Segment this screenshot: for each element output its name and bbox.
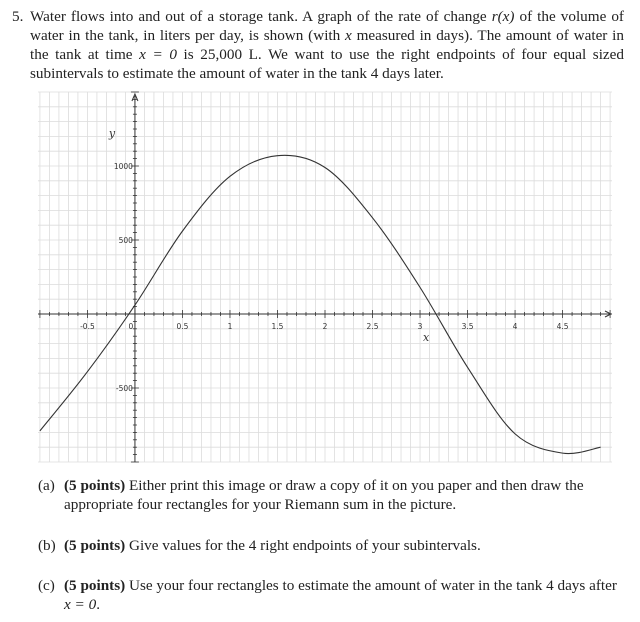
part-c-text: Use your four rectangles to estimate the amount of water in the tank 4 days after	[125, 577, 617, 594]
x-tick-label: -0.5	[80, 322, 95, 331]
y-axis-label: y	[108, 127, 116, 140]
x-tick-label: 4.5	[556, 322, 569, 331]
part-b	[38, 536, 622, 555]
x-tick-label: 3.5	[461, 322, 474, 331]
part-a-label: (a)	[38, 477, 55, 494]
question-number: 5.	[12, 8, 24, 25]
part-c: (c) (5 points) Use your four rectangles to estimate the amount of water in the tank 4 days after x = 0.	[38, 577, 617, 613]
x-tick-label: 0.5	[176, 322, 189, 331]
part-c-math: x = 0	[64, 596, 97, 613]
x-tick-label: 2.5	[366, 322, 379, 331]
x-axis-label: x	[423, 331, 430, 344]
rate-function: r(x)	[491, 8, 515, 25]
initial-condition: x = 0	[139, 46, 177, 63]
question-statement	[12, 7, 624, 83]
part-b-points: (5 points)	[64, 537, 126, 554]
question-text: Water flows into and out of a storage tank. A graph of the rate of change r(x) of the volume of water in the tank, in liters per day, is shown (with x measured in days). The amount of water in the tank at time x = 0 is 25,000 L. We want to use the right endpoints of four equal sized subintervals to estimate the amount of water in the tank 4 days later.	[30, 8, 624, 82]
part-b-label: (b)	[38, 537, 56, 554]
y-tick-label: 1000	[113, 162, 133, 171]
x-tick-label: 3	[417, 322, 423, 331]
variable-x: x	[345, 27, 352, 44]
y-tick-label: 500	[118, 236, 133, 245]
y-tick-label: -500	[115, 384, 133, 393]
part-c-points: (5 points)	[64, 577, 126, 594]
rate-graph	[30, 90, 615, 468]
grid	[38, 92, 612, 462]
part-c-label: (c)	[38, 577, 55, 594]
part-a-points: (5 points)	[64, 477, 126, 494]
part-b-text: Give values for the 4 right endpoints of your subintervals.	[125, 537, 481, 554]
rate-curve	[40, 155, 601, 453]
x-tick-label: 4	[512, 322, 518, 331]
x-tick-label: 1	[227, 322, 233, 331]
part-a	[38, 476, 622, 514]
x-tick-label: 2	[322, 322, 328, 331]
x-tick-label: 0	[128, 322, 134, 331]
x-tick-label: 1.5	[271, 322, 284, 331]
part-a-text: Either print this image or draw a copy of it on you paper and then draw the appropriate four rectangles for your Riemann sum in the picture.	[64, 477, 584, 513]
